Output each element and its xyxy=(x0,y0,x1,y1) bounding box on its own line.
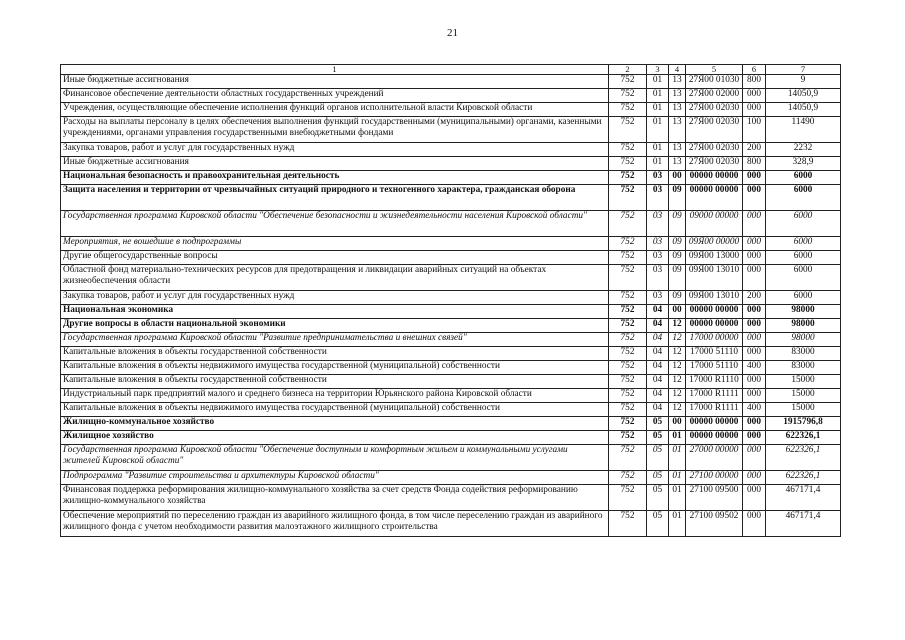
row-amount-cell: 98000 xyxy=(766,305,841,319)
row-subsection-cell: 01 xyxy=(669,485,686,511)
row-section-cell: 03 xyxy=(647,185,669,211)
row-section-cell: 05 xyxy=(647,445,669,471)
row-section-cell: 04 xyxy=(647,403,669,417)
row-name-cell: Государственная программа Кировской области "Развитие предпринимательства и внешних связей" xyxy=(61,333,609,347)
row-expense-type-cell: 800 xyxy=(743,75,766,89)
row-amount-cell: 14050,9 xyxy=(766,103,841,117)
row-expense-type-cell: 400 xyxy=(743,403,766,417)
row-target-article-cell: 00000 00000 xyxy=(686,185,743,211)
row-code-cell: 752 xyxy=(609,75,647,89)
row-name-cell: Подпрограмма "Развитие строительства и архитектуры Кировской области" xyxy=(61,471,609,485)
row-section-cell: 01 xyxy=(647,143,669,157)
row-code-cell: 752 xyxy=(609,185,647,211)
table-row xyxy=(61,103,841,117)
table-row xyxy=(61,347,841,361)
row-expense-type-cell: 800 xyxy=(743,157,766,171)
row-code-cell: 752 xyxy=(609,171,647,185)
row-name-cell: Областной фонд материально-технических ресурсов для предотвращения и ликвидации аварийных ситуаций на объектах жизнеобеспечения области xyxy=(61,265,609,291)
row-code-cell: 752 xyxy=(609,251,647,265)
row-target-article-cell: 27100 00000 xyxy=(686,471,743,485)
row-subsection-cell: 00 xyxy=(669,417,686,431)
row-code-cell: 752 xyxy=(609,485,647,511)
header-cell-2: 2 xyxy=(609,65,647,75)
table-row xyxy=(61,319,841,333)
row-section-cell: 05 xyxy=(647,417,669,431)
row-name-cell: Защита населения и территории от чрезвычайных ситуаций природного и техногенного характера, гражданская оборона xyxy=(61,185,609,211)
row-expense-type-cell: 000 xyxy=(743,417,766,431)
row-target-article-cell: 27100 09502 xyxy=(686,511,743,537)
row-subsection-cell: 01 xyxy=(669,511,686,537)
row-subsection-cell: 13 xyxy=(669,157,686,171)
row-section-cell: 03 xyxy=(647,251,669,265)
row-amount-cell: 83000 xyxy=(766,361,841,375)
table-row xyxy=(61,185,841,211)
row-subsection-cell: 01 xyxy=(669,431,686,445)
row-expense-type-cell: 000 xyxy=(743,511,766,537)
row-name-cell: Учреждения, осуществляющие обеспечение исполнения функций органов исполнительной власти Кировской области xyxy=(61,103,609,117)
table-row xyxy=(61,305,841,319)
row-amount-cell: 622326,1 xyxy=(766,431,841,445)
row-amount-cell: 83000 xyxy=(766,347,841,361)
header-row xyxy=(61,65,841,75)
row-subsection-cell: 13 xyxy=(669,75,686,89)
row-amount-cell: 14050,9 xyxy=(766,89,841,103)
row-target-article-cell: 27Я00 02030 xyxy=(686,117,743,143)
row-target-article-cell: 09Я00 13010 xyxy=(686,291,743,305)
row-amount-cell: 15000 xyxy=(766,389,841,403)
table-row xyxy=(61,511,841,537)
row-target-article-cell: 27000 00000 xyxy=(686,445,743,471)
row-target-article-cell: 17000 R1111 xyxy=(686,403,743,417)
row-target-article-cell: 00000 00000 xyxy=(686,171,743,185)
row-section-cell: 04 xyxy=(647,361,669,375)
row-expense-type-cell: 000 xyxy=(743,431,766,445)
row-section-cell: 04 xyxy=(647,375,669,389)
row-subsection-cell: 12 xyxy=(669,361,686,375)
row-section-cell: 03 xyxy=(647,211,669,237)
row-target-article-cell: 27Я00 02030 xyxy=(686,143,743,157)
table-row xyxy=(61,333,841,347)
row-target-article-cell: 09Я00 00000 xyxy=(686,237,743,251)
row-target-article-cell: 09000 00000 xyxy=(686,211,743,237)
header-cell-6: 6 xyxy=(743,65,766,75)
table-row xyxy=(61,211,841,237)
row-amount-cell: 98000 xyxy=(766,319,841,333)
row-name-cell: Капитальные вложения в объекты недвижимого имущества государственной (муниципальной) собственности xyxy=(61,403,609,417)
row-section-cell: 05 xyxy=(647,511,669,537)
row-amount-cell: 6000 xyxy=(766,185,841,211)
row-code-cell: 752 xyxy=(609,333,647,347)
row-expense-type-cell: 000 xyxy=(743,375,766,389)
row-code-cell: 752 xyxy=(609,291,647,305)
row-subsection-cell: 13 xyxy=(669,143,686,157)
row-section-cell: 03 xyxy=(647,237,669,251)
row-expense-type-cell: 000 xyxy=(743,89,766,103)
header-cell-1: 1 xyxy=(61,65,609,75)
row-name-cell: Мероприятия, не вошедшие в подпрограммы xyxy=(61,237,609,251)
row-subsection-cell: 09 xyxy=(669,291,686,305)
row-amount-cell: 622326,1 xyxy=(766,445,841,471)
row-target-article-cell: 17000 00000 xyxy=(686,333,743,347)
row-expense-type-cell: 000 xyxy=(743,185,766,211)
row-amount-cell: 622326,1 xyxy=(766,471,841,485)
row-section-cell: 01 xyxy=(647,117,669,143)
row-expense-type-cell: 000 xyxy=(743,265,766,291)
budget-table xyxy=(60,64,841,537)
row-amount-cell: 98000 xyxy=(766,333,841,347)
row-amount-cell: 467171,4 xyxy=(766,511,841,537)
row-expense-type-cell: 000 xyxy=(743,471,766,485)
row-name-cell: Финансовая поддержка реформирования жилищно-коммунального хозяйства за счет средств Фонда содействия реформированию жилищно-коммунального хозяйства xyxy=(61,485,609,511)
row-name-cell: Финансовое обеспечение деятельности областных государственных учреждений xyxy=(61,89,609,103)
row-subsection-cell: 12 xyxy=(669,319,686,333)
table-row xyxy=(61,291,841,305)
table-row xyxy=(61,361,841,375)
row-code-cell: 752 xyxy=(609,471,647,485)
row-expense-type-cell: 000 xyxy=(743,103,766,117)
table-row xyxy=(61,89,841,103)
row-code-cell: 752 xyxy=(609,347,647,361)
table-row xyxy=(61,445,841,471)
row-subsection-cell: 00 xyxy=(669,171,686,185)
row-section-cell: 03 xyxy=(647,291,669,305)
row-section-cell: 01 xyxy=(647,89,669,103)
row-code-cell: 752 xyxy=(609,431,647,445)
table-row xyxy=(61,265,841,291)
table-row xyxy=(61,389,841,403)
row-section-cell: 04 xyxy=(647,389,669,403)
row-expense-type-cell: 200 xyxy=(743,143,766,157)
row-code-cell: 752 xyxy=(609,417,647,431)
row-target-article-cell: 17000 51110 xyxy=(686,347,743,361)
row-name-cell: Государственная программа Кировской области "Обеспечение доступным и комфортным жильем и коммунальными услугами жителей Кировской области" xyxy=(61,445,609,471)
row-expense-type-cell: 400 xyxy=(743,361,766,375)
table-row xyxy=(61,237,841,251)
row-subsection-cell: 12 xyxy=(669,403,686,417)
row-target-article-cell: 27Я00 01030 xyxy=(686,75,743,89)
row-expense-type-cell: 200 xyxy=(743,291,766,305)
row-expense-type-cell: 000 xyxy=(743,389,766,403)
row-name-cell: Иные бюджетные ассигнования xyxy=(61,157,609,171)
row-target-article-cell: 17000 R1111 xyxy=(686,389,743,403)
row-expense-type-cell: 000 xyxy=(743,319,766,333)
row-subsection-cell: 01 xyxy=(669,445,686,471)
table-row xyxy=(61,117,841,143)
row-amount-cell: 6000 xyxy=(766,265,841,291)
row-name-cell: Другие общегосударственные вопросы xyxy=(61,251,609,265)
row-code-cell: 752 xyxy=(609,389,647,403)
row-code-cell: 752 xyxy=(609,319,647,333)
row-name-cell: Жилищное хозяйство xyxy=(61,431,609,445)
row-target-article-cell: 27Я00 02030 xyxy=(686,157,743,171)
table-row xyxy=(61,485,841,511)
row-code-cell: 752 xyxy=(609,265,647,291)
table-row xyxy=(61,431,841,445)
row-subsection-cell: 13 xyxy=(669,103,686,117)
row-code-cell: 752 xyxy=(609,211,647,237)
row-code-cell: 752 xyxy=(609,157,647,171)
row-section-cell: 04 xyxy=(647,347,669,361)
row-expense-type-cell: 000 xyxy=(743,485,766,511)
row-amount-cell: 467171,4 xyxy=(766,485,841,511)
row-amount-cell: 15000 xyxy=(766,403,841,417)
row-target-article-cell: 09Я00 13010 xyxy=(686,265,743,291)
row-amount-cell: 6000 xyxy=(766,237,841,251)
row-code-cell: 752 xyxy=(609,445,647,471)
row-section-cell: 01 xyxy=(647,103,669,117)
row-subsection-cell: 09 xyxy=(669,185,686,211)
row-code-cell: 752 xyxy=(609,305,647,319)
row-target-article-cell: 27Я00 02000 xyxy=(686,89,743,103)
table-row xyxy=(61,403,841,417)
row-amount-cell: 2232 xyxy=(766,143,841,157)
row-section-cell: 05 xyxy=(647,485,669,511)
table-row xyxy=(61,75,841,89)
row-subsection-cell: 13 xyxy=(669,89,686,103)
row-expense-type-cell: 000 xyxy=(743,445,766,471)
row-target-article-cell: 17000 R1110 xyxy=(686,375,743,389)
table-row xyxy=(61,417,841,431)
row-target-article-cell: 17000 51110 xyxy=(686,361,743,375)
row-subsection-cell: 12 xyxy=(669,347,686,361)
row-subsection-cell: 00 xyxy=(669,305,686,319)
row-name-cell: Капитальные вложения в объекты недвижимого имущества государственной (муниципальной) собственности xyxy=(61,361,609,375)
row-target-article-cell: 27Я00 02030 xyxy=(686,103,743,117)
table-body xyxy=(61,75,841,537)
row-name-cell: Государственная программа Кировской области "Обеспечение безопасности и жизнедеятельности населения Кировской области" xyxy=(61,211,609,237)
table-row xyxy=(61,143,841,157)
row-target-article-cell: 27100 09500 xyxy=(686,485,743,511)
row-section-cell: 04 xyxy=(647,305,669,319)
row-section-cell: 03 xyxy=(647,265,669,291)
row-code-cell: 752 xyxy=(609,117,647,143)
row-expense-type-cell: 000 xyxy=(743,347,766,361)
table-row xyxy=(61,157,841,171)
row-expense-type-cell: 000 xyxy=(743,171,766,185)
row-subsection-cell: 09 xyxy=(669,265,686,291)
row-target-article-cell: 00000 00000 xyxy=(686,417,743,431)
row-expense-type-cell: 000 xyxy=(743,333,766,347)
row-subsection-cell: 12 xyxy=(669,333,686,347)
row-amount-cell: 6000 xyxy=(766,291,841,305)
row-target-article-cell: 00000 00000 xyxy=(686,319,743,333)
table-row xyxy=(61,251,841,265)
row-amount-cell: 6000 xyxy=(766,251,841,265)
row-code-cell: 752 xyxy=(609,103,647,117)
row-subsection-cell: 01 xyxy=(669,471,686,485)
row-amount-cell: 6000 xyxy=(766,211,841,237)
row-name-cell: Жилищно-коммунальное хозяйство xyxy=(61,417,609,431)
row-code-cell: 752 xyxy=(609,403,647,417)
row-section-cell: 01 xyxy=(647,157,669,171)
row-code-cell: 752 xyxy=(609,89,647,103)
row-name-cell: Расходы на выплаты персоналу в целях обеспечения выполнения функций государственными (муниципальными) органами, казенными учреждениями, органами управления государственными внебюджетными фондами xyxy=(61,117,609,143)
row-expense-type-cell: 000 xyxy=(743,251,766,265)
row-amount-cell: 11490 xyxy=(766,117,841,143)
row-name-cell: Закупка товаров, работ и услуг для государственных нужд xyxy=(61,143,609,157)
row-amount-cell: 9 xyxy=(766,75,841,89)
row-target-article-cell: 09Я00 13000 xyxy=(686,251,743,265)
row-name-cell: Национальная безопасность и правоохранительная деятельность xyxy=(61,171,609,185)
row-section-cell: 05 xyxy=(647,431,669,445)
row-amount-cell: 6000 xyxy=(766,171,841,185)
row-code-cell: 752 xyxy=(609,375,647,389)
page-number: 21 xyxy=(447,27,458,39)
row-amount-cell: 1915796,8 xyxy=(766,417,841,431)
row-name-cell: Обеспечение мероприятий по переселению граждан из аварийного жилищного фонда, в том числе переселению граждан из аварийного жилищного фонда с учетом необходимости развития малоэтажного жилищного строительства xyxy=(61,511,609,537)
header-cell-5: 5 xyxy=(686,65,743,75)
table-row xyxy=(61,471,841,485)
row-name-cell: Иные бюджетные ассигнования xyxy=(61,75,609,89)
row-expense-type-cell: 000 xyxy=(743,305,766,319)
row-code-cell: 752 xyxy=(609,361,647,375)
row-name-cell: Национальная экономика xyxy=(61,305,609,319)
row-subsection-cell: 13 xyxy=(669,117,686,143)
header-cell-4: 4 xyxy=(669,65,686,75)
row-section-cell: 01 xyxy=(647,75,669,89)
table-row xyxy=(61,375,841,389)
row-amount-cell: 15000 xyxy=(766,375,841,389)
row-subsection-cell: 12 xyxy=(669,375,686,389)
row-section-cell: 05 xyxy=(647,471,669,485)
row-subsection-cell: 09 xyxy=(669,237,686,251)
row-expense-type-cell: 000 xyxy=(743,211,766,237)
row-code-cell: 752 xyxy=(609,511,647,537)
row-target-article-cell: 00000 00000 xyxy=(686,431,743,445)
row-expense-type-cell: 000 xyxy=(743,237,766,251)
row-name-cell: Капитальные вложения в объекты государственной собственности xyxy=(61,375,609,389)
row-target-article-cell: 00000 00000 xyxy=(686,305,743,319)
header-cell-3: 3 xyxy=(647,65,669,75)
row-name-cell: Капитальные вложения в объекты государственной собственности xyxy=(61,347,609,361)
row-code-cell: 752 xyxy=(609,143,647,157)
header-cell-7: 7 xyxy=(766,65,841,75)
row-name-cell: Закупка товаров, работ и услуг для государственных нужд xyxy=(61,291,609,305)
row-subsection-cell: 09 xyxy=(669,251,686,265)
row-amount-cell: 328,9 xyxy=(766,157,841,171)
row-code-cell: 752 xyxy=(609,237,647,251)
row-section-cell: 04 xyxy=(647,319,669,333)
row-section-cell: 03 xyxy=(647,171,669,185)
row-name-cell: Другие вопросы в области национальной экономики xyxy=(61,319,609,333)
table-row xyxy=(61,171,841,185)
row-name-cell: Индустриальный парк предприятий малого и среднего бизнеса на территории Юрьянского района Кировской области xyxy=(61,389,609,403)
row-subsection-cell: 12 xyxy=(669,389,686,403)
row-subsection-cell: 09 xyxy=(669,211,686,237)
row-expense-type-cell: 100 xyxy=(743,117,766,143)
row-section-cell: 04 xyxy=(647,333,669,347)
